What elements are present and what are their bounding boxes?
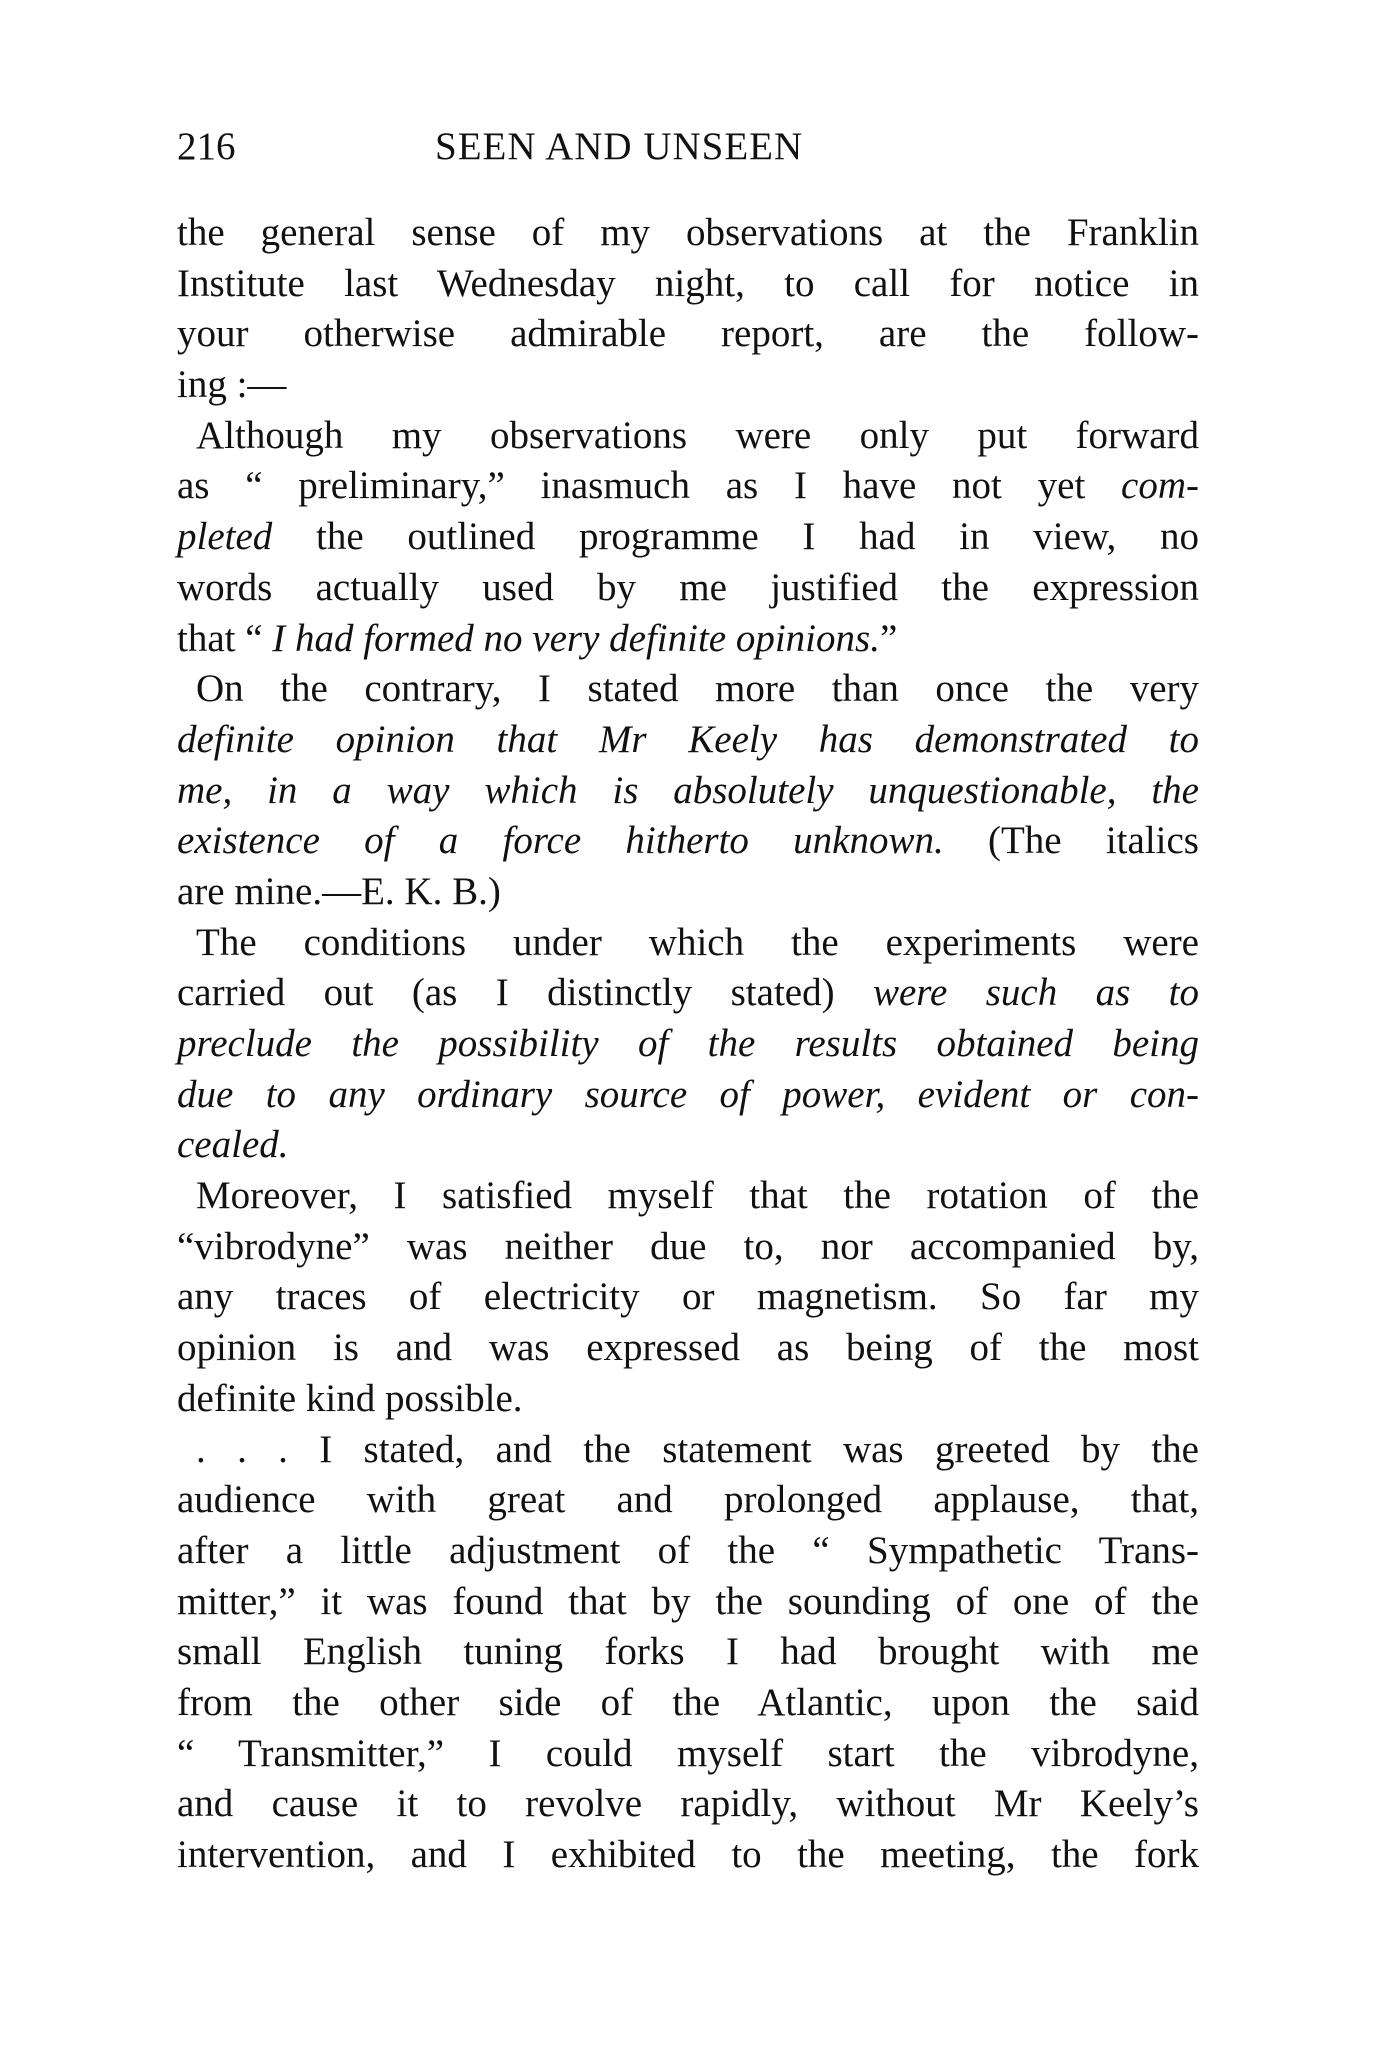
text-line: [177, 867, 1199, 918]
italic-text: preclude the possibility of the results obtained being: [177, 1022, 1199, 1065]
text-run: the outlined programme I had in view, no: [272, 515, 1199, 559]
body-text: [177, 208, 1199, 1881]
text-line: [177, 208, 1199, 259]
text-run: audience with great and prolonged applause, that,: [177, 1478, 1199, 1522]
text-line: [177, 1070, 1199, 1121]
paragraph: [177, 918, 1199, 1171]
text-line: [177, 1577, 1199, 1628]
text-line: [177, 1272, 1199, 1323]
text-run: definite kind possible.: [177, 1376, 523, 1420]
text-line: [177, 1475, 1199, 1526]
text-run: “ Transmitter,” I could myself start the vibrodyne,: [177, 1731, 1199, 1775]
text-run: “vibrodyne” was neither due to, nor accompanied by,: [177, 1224, 1199, 1268]
text-line: [177, 1019, 1199, 1070]
italic-text: due to any ordinary source of power, evident or con-: [177, 1072, 1199, 1116]
paragraph: [177, 1171, 1199, 1424]
text-line: [177, 1374, 1199, 1425]
text-line: [177, 411, 1199, 462]
text-line: [177, 614, 1199, 665]
text-line: [177, 766, 1199, 817]
paragraph: [177, 411, 1199, 664]
text-line: [177, 1526, 1199, 1577]
running-title: SEEN AND UNSEEN: [435, 125, 804, 168]
paragraph: [177, 1425, 1199, 1881]
text-line: [177, 563, 1199, 614]
text-run: the general sense of my observations at the Franklin: [177, 211, 1199, 254]
text-line: [177, 1779, 1199, 1830]
text-run: intervention, and I exhibited to the meeting, the fork: [177, 1833, 1199, 1876]
text-line: [177, 816, 1199, 867]
text-run: mitter,” it was found that by the sounding of one of the: [177, 1579, 1199, 1623]
text-line: [177, 309, 1199, 360]
text-run: . . . I stated, and the statement was greeted by the: [196, 1427, 1199, 1471]
text-run: and cause it to revolve rapidly, without Mr Keely’s: [177, 1782, 1199, 1826]
text-run: Institute last Wednesday night, to call for notice in: [177, 261, 1199, 305]
text-line: [177, 1627, 1199, 1678]
text-line: [177, 1425, 1199, 1476]
text-run: your otherwise admirable report, are the follow-: [177, 312, 1199, 356]
text-run: are mine.—E. K. B.): [177, 869, 501, 913]
text-line: [177, 512, 1199, 563]
running-header: [177, 122, 1197, 172]
paragraph: [177, 664, 1199, 917]
text-run: (The italics: [943, 819, 1199, 863]
text-run: after a little adjustment of the “ Sympathetic Trans-: [177, 1528, 1199, 1572]
text-line: [177, 1830, 1199, 1881]
text-line: [177, 259, 1199, 310]
text-line: [177, 1120, 1199, 1171]
text-run: ”: [879, 616, 898, 660]
text-run: from the other side of the Atlantic, upon the said: [177, 1680, 1199, 1724]
text-line: [177, 715, 1199, 766]
italic-text: were such as to: [872, 971, 1199, 1015]
text-line: [177, 1323, 1199, 1374]
text-run: On the contrary, I stated more than once the very: [196, 667, 1199, 711]
text-run: words actually used by me justified the expression: [177, 565, 1199, 609]
text-run: any traces of electricity or magnetism. So far my: [177, 1275, 1199, 1319]
text-run: The conditions under which the experiments were: [196, 920, 1199, 964]
text-line: [177, 1729, 1199, 1780]
text-run: Although my observations were only put forward: [196, 413, 1199, 457]
text-run: opinion is and was expressed as being of the most: [177, 1326, 1199, 1370]
text-line: [177, 461, 1199, 512]
text-line: [177, 1678, 1199, 1729]
text-line: [177, 1222, 1199, 1273]
page-number: 216: [177, 125, 236, 168]
italic-text: me, in a way which is absolutely unquestionable, the: [177, 768, 1199, 812]
text-run: ing :—: [177, 363, 287, 407]
text-line: [177, 968, 1199, 1019]
text-run: Moreover, I satisfied myself that the rotation of the: [196, 1174, 1199, 1218]
italic-text: pleted: [177, 515, 273, 559]
italic-text: I had formed no very definite opinions.: [272, 616, 880, 660]
italic-text: com-: [1121, 464, 1199, 508]
italic-text: existence of a force hitherto unknown.: [177, 819, 944, 863]
text-line: [177, 360, 1199, 411]
text-line: [177, 1171, 1199, 1222]
italic-text: cealed.: [177, 1123, 289, 1167]
paragraph: [177, 208, 1199, 411]
text-line: [177, 664, 1199, 715]
text-line: [177, 918, 1199, 969]
text-run: as “ preliminary,” inasmuch as I have not yet: [177, 464, 1122, 508]
italic-text: definite opinion that Mr Keely has demonstrated to: [177, 717, 1199, 761]
text-run: small English tuning forks I had brought with me: [177, 1630, 1199, 1674]
text-run: carried out (as I distinctly stated): [177, 971, 873, 1015]
text-run: that “: [177, 616, 273, 660]
